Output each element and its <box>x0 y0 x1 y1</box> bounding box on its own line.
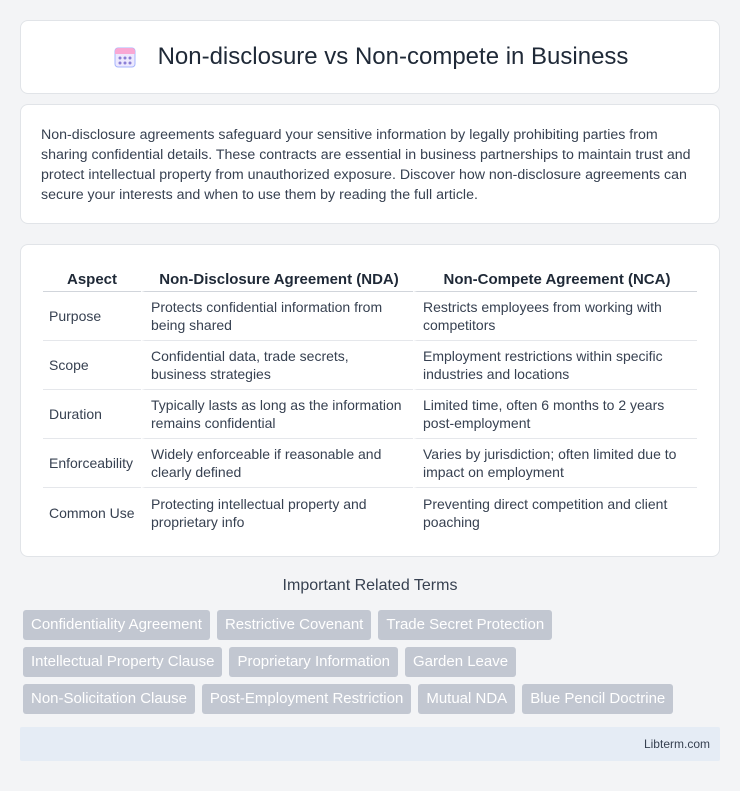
header-card <box>20 20 720 94</box>
row-aspect: Purpose <box>43 292 141 341</box>
tag-trade-secret-protection[interactable]: Trade Secret Protection <box>378 610 552 640</box>
table-header-row <box>43 265 697 292</box>
tag-intellectual-property-clause[interactable]: Intellectual Property Clause <box>23 647 222 677</box>
related-terms-title: Important Related Terms <box>282 577 458 594</box>
row-nda: Typically lasts as long as the information remains confidential <box>141 390 413 439</box>
table-row <box>43 439 697 488</box>
tag-confidentiality-agreement[interactable]: Confidentiality Agreement <box>23 610 210 640</box>
table-row <box>43 390 697 439</box>
row-nca: Limited time, often 6 months to 2 years post-employment <box>413 390 697 439</box>
tag-mutual-nda[interactable]: Mutual NDA <box>418 684 515 714</box>
tag-non-solicitation-clause[interactable]: Non-Solicitation Clause <box>23 684 195 714</box>
row-nda: Protects confidential information from being shared <box>141 292 413 341</box>
row-nca: Varies by jurisdiction; often limited due to impact on employment <box>413 439 697 488</box>
tag-blue-pencil-doctrine[interactable]: Blue Pencil Doctrine <box>522 684 673 714</box>
intro-card <box>20 104 720 224</box>
comparison-table-card <box>20 244 720 557</box>
row-nda: Protecting intellectual property and proprietary info <box>141 488 413 537</box>
comparison-table <box>43 265 697 537</box>
row-aspect: Common Use <box>49 504 135 521</box>
footer-brand-link[interactable]: Libterm.com <box>643 737 710 751</box>
row-nca: Preventing direct competition and client poaching <box>413 488 697 537</box>
row-nca: Restricts employees from working with competitors <box>413 292 697 341</box>
column-header-nca: Non-Compete Agreement (NCA) <box>413 265 697 292</box>
column-header-aspect: Aspect <box>43 265 141 292</box>
row-aspect: Scope <box>43 341 141 390</box>
table-row <box>43 488 697 537</box>
row-aspect: Enforceability <box>43 439 141 488</box>
tag-post-employment-restriction[interactable]: Post-Employment Restriction <box>202 684 411 714</box>
footer <box>20 727 720 761</box>
row-nda: Widely enforceable if reasonable and clearly defined <box>141 439 413 488</box>
intro-text: Non-disclosure agreements safeguard your sensitive information by legally prohibiting parties from sharing confidential details. These contracts are essential in business partnerships to maintain trust and protect intellectual property from unauthorized exposure. Discover how non-disclosure agreements can secure your interests and when to use them by reading the full article. <box>41 127 691 203</box>
tag-proprietary-information[interactable]: Proprietary Information <box>229 647 398 677</box>
tag-row <box>23 610 723 640</box>
related-terms-list <box>23 610 723 721</box>
row-nca: Employment restrictions within specific industries and locations <box>413 341 697 390</box>
row-aspect: Duration <box>43 390 141 439</box>
calendar-icon <box>112 44 138 70</box>
tag-restrictive-covenant[interactable]: Restrictive Covenant <box>217 610 371 640</box>
row-nda: Confidential data, trade secrets, business strategies <box>141 341 413 390</box>
tag-row <box>23 647 723 677</box>
table-row <box>43 341 697 390</box>
page-title: Non-disclosure vs Non-compete in Business <box>157 43 629 70</box>
table-row <box>43 292 697 341</box>
tag-garden-leave[interactable]: Garden Leave <box>405 647 516 677</box>
tag-row <box>23 684 723 714</box>
column-header-nda: Non-Disclosure Agreement (NDA) <box>141 265 413 292</box>
